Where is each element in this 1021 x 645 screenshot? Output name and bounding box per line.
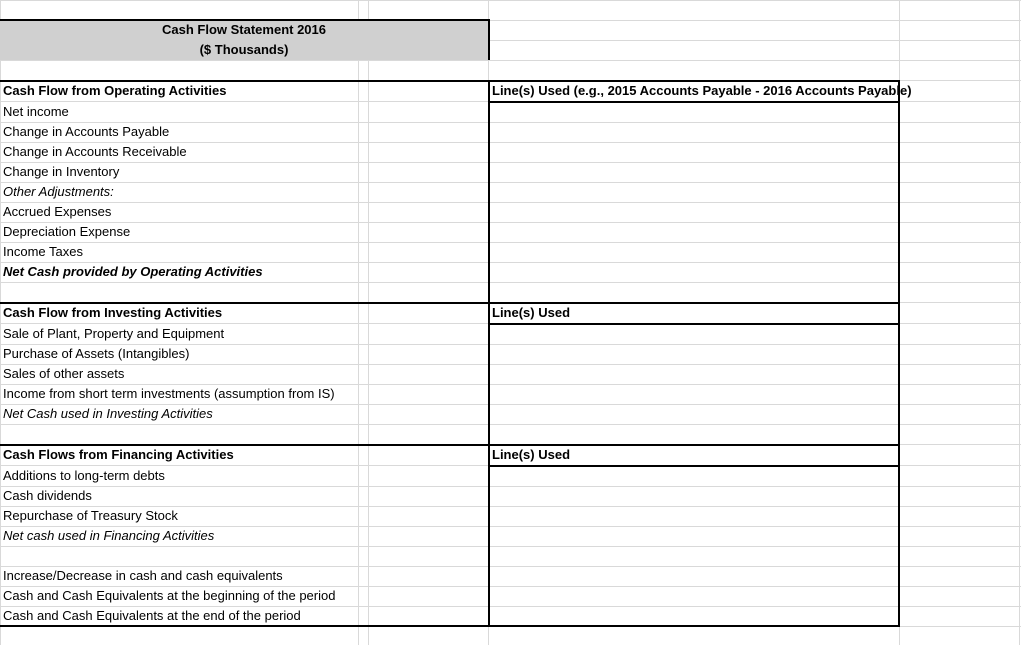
financing-header[interactable]: Cash Flows from Financing Activities <box>3 447 234 462</box>
row-net-cash-operating[interactable]: Net Cash provided by Operating Activities <box>3 264 263 279</box>
investing-lines-border <box>488 323 900 325</box>
row-additions-long-term-debts[interactable]: Additions to long-term debts <box>3 468 165 483</box>
row-income-short-term-investments[interactable]: Income from short term investments (assumption from IS) <box>3 386 335 401</box>
operating-lines-used-header[interactable]: Line(s) Used (e.g., 2015 Accounts Payable - 2016 Accounts Payable) <box>492 83 912 98</box>
row-change-inventory[interactable]: Change in Inventory <box>3 164 120 179</box>
row-cash-dividends[interactable]: Cash dividends <box>3 488 92 503</box>
row-increase-decrease-cash[interactable]: Increase/Decrease in cash and cash equivalents <box>3 568 283 583</box>
statement-title: Cash Flow Statement 2016 <box>162 22 326 37</box>
row-sales-other-assets[interactable]: Sales of other assets <box>3 366 125 381</box>
row-cash-end-period[interactable]: Cash and Cash Equivalents at the end of the period <box>3 608 301 623</box>
title-border-right <box>488 19 490 60</box>
row-repurchase-treasury-stock[interactable]: Repurchase of Treasury Stock <box>3 508 178 523</box>
operating-header[interactable]: Cash Flow from Operating Activities <box>3 83 227 98</box>
row-income-taxes[interactable]: Income Taxes <box>3 244 83 259</box>
row-change-accounts-receivable[interactable]: Change in Accounts Receivable <box>3 144 187 159</box>
financing-lines-border <box>488 465 900 467</box>
investing-header[interactable]: Cash Flow from Investing Activities <box>3 305 223 320</box>
row-net-cash-investing[interactable]: Net Cash used in Investing Activities <box>3 406 213 421</box>
row-depreciation-expense[interactable]: Depreciation Expense <box>3 224 131 239</box>
row-change-accounts-payable[interactable]: Change in Accounts Payable <box>3 124 170 139</box>
investing-lines-used-header[interactable]: Line(s) Used <box>492 305 571 320</box>
row-other-adjustments[interactable]: Other Adjustments: <box>3 184 114 199</box>
row-accrued-expenses[interactable]: Accrued Expenses <box>3 204 112 219</box>
lines-used-border-right <box>898 80 900 626</box>
row-sale-ppe[interactable]: Sale of Plant, Property and Equipment <box>3 326 225 341</box>
statement-units: ($ Thousands) <box>199 42 289 57</box>
row-net-cash-financing[interactable]: Net cash used in Financing Activities <box>3 528 215 543</box>
row-cash-beginning-period[interactable]: Cash and Cash Equivalents at the beginning of the period <box>3 588 336 603</box>
lines-used-border-left <box>488 80 490 626</box>
row-net-income[interactable]: Net income <box>3 104 69 119</box>
financing-lines-used-header[interactable]: Line(s) Used <box>492 447 571 462</box>
row-purchase-assets[interactable]: Purchase of Assets (Intangibles) <box>3 346 190 361</box>
title-border-top <box>0 19 490 21</box>
operating-lines-border <box>488 101 900 103</box>
